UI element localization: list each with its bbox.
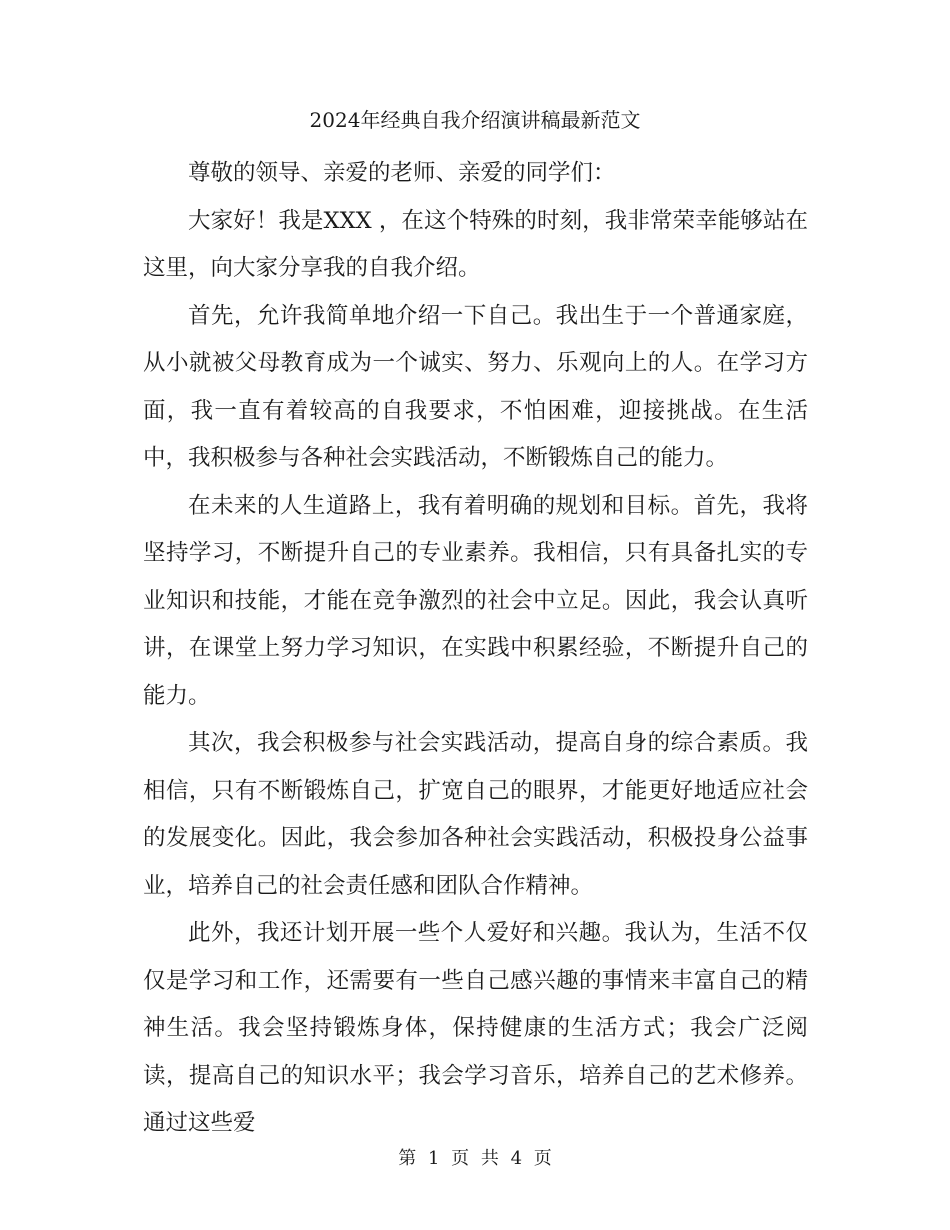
document-title: 2024年经典自我介绍演讲稿最新范文 [309,108,641,132]
paragraph-greeting: 大家好！我是XXX ，在这个特殊的时刻，我非常荣幸能够站在这里，向大家分享我的自我介绍。 [143,207,808,281]
document-body [143,150,808,1148]
paragraph-hobbies: 此外，我还计划开展一些个人爱好和兴趣。我认为，生活不仅仅是学习和工作，还需要有一些自己感兴趣的事情来丰富自己的精神生活。我会坚持锻炼身体，保持健康的生活方式；我会广泛阅读，提高自己的知识水平；我会学习音乐，培养自己的艺术修养。通过这些爱 [143,920,808,1136]
paragraph-salutation: 尊敬的领导、亲爱的老师、亲爱的同学们： [188,160,616,186]
paragraph-future-plans: 在未来的人生道路上，我有着明确的规划和目标。首先，我将坚持学习，不断提升自己的专业素养。我相信，只有具备扎实的专业知识和技能，才能在竞争激烈的社会中立足。因此，我会认真听讲，在课堂上努力学习知识，在实践中积累经验，不断提升自己的能力。 [143,492,808,709]
paragraph-social-practice: 其次，我会积极参与社会实践活动，提高自身的综合素质。我相信，只有不断锻炼自己，扩宽自己的眼界，才能更好地适应社会的发展变化。因此，我会参加各种社会实践活动，积极投身公益事业，培养自己的社会责任感和团队合作精神。 [143,730,808,899]
page-number-footer: 第 1 页 共 4 页 [398,1148,552,1169]
paragraph-introduction: 首先，允许我简单地介绍一下自己。我出生于一个普通家庭，从小就被父母教育成为一个诚实、努力、乐观向上的人。在学习方面，我一直有着较高的自我要求，不怕困难，迎接挑战。在生活中，我积极参与各种社会实践活动，不断锻炼自己的能力。 [143,302,808,471]
